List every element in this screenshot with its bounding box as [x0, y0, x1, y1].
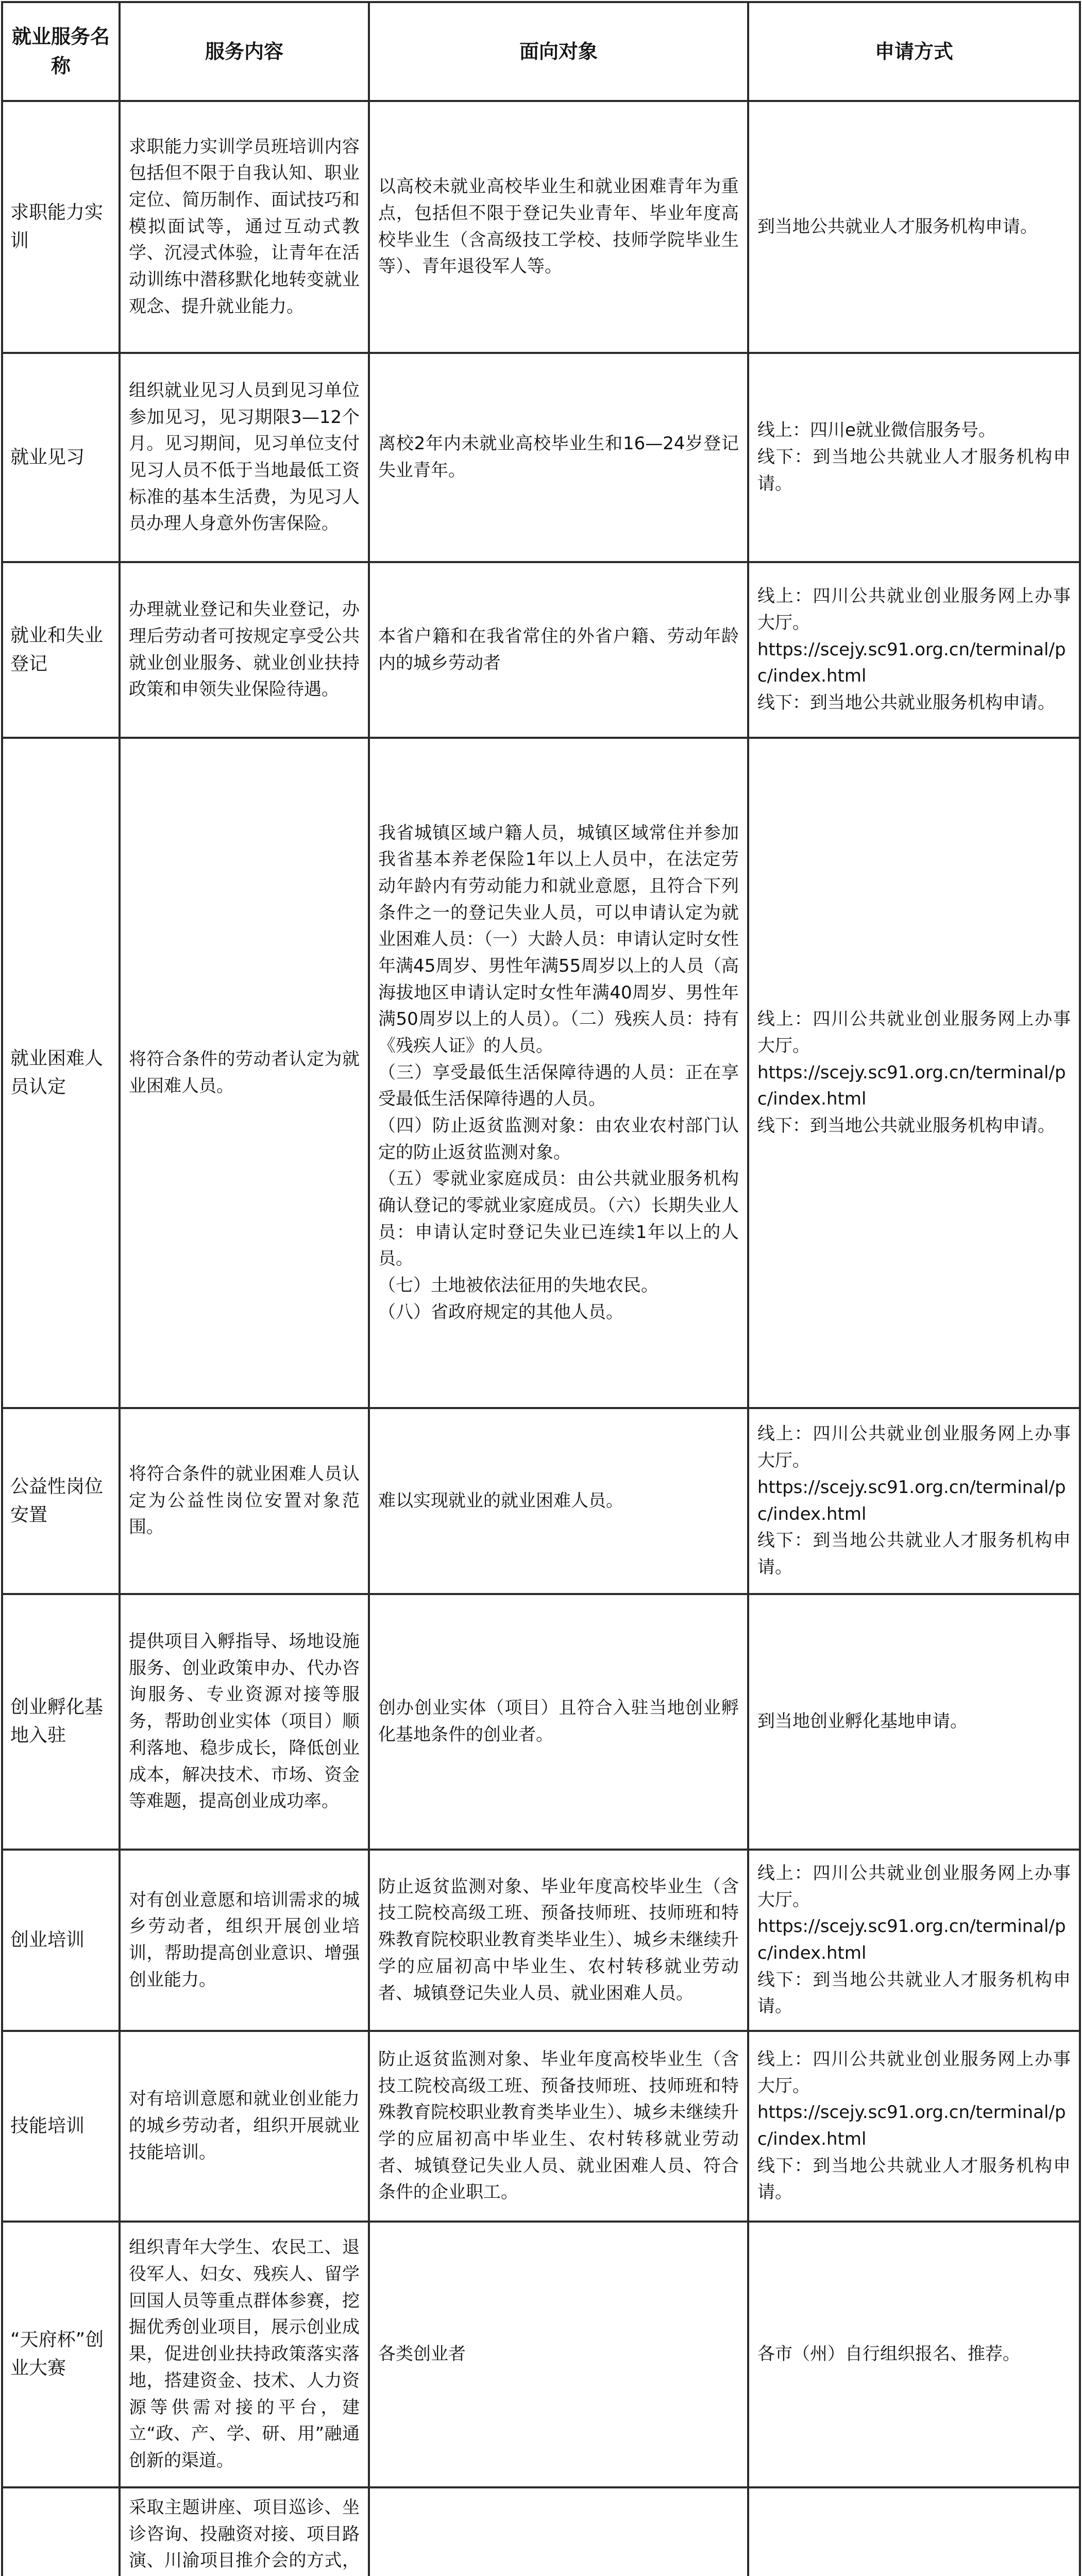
- service-content: 对有创业意愿和培训需求的城乡劳动者，组织开展创业培训，帮助提高创业意识、增强创业能力。: [120, 1850, 369, 2031]
- target-group: 各类创业者: [369, 2222, 748, 2487]
- service-name: 创业培训: [2, 1850, 120, 2031]
- service-content: 求职能力实训学员班培训内容包括但不限于自我认知、职业定位、简历制作、面试技巧和模拟面试等，通过互动式教学、沉浸式体验，让青年在活动训练中潜移默化地转变就业观念、提升就业能力。: [120, 101, 369, 353]
- service-content: 组织青年大学生、农民工、退役军人、妇女、残疾人、留学回国人员等重点群体参赛，挖掘优秀创业项目，展示创业成果，促进创业扶持政策落实落地，搭建资金、技术、人力资源等供需对接的平台，建立“政、产、学、研、用”融通创新的渠道。: [120, 2222, 369, 2487]
- table-row: [2, 353, 1080, 562]
- application-method: 到当地创业孵化基地申请。: [748, 1594, 1080, 1850]
- application-method: 线上：四川公共就业创业服务网上办事大厅。 https://scejy.sc91.org.cn/terminal/pc/index.html 线下：到当地公共就业人才服务机构申请。: [748, 2031, 1080, 2222]
- table-row: [2, 2487, 1080, 2576]
- application-method: 线上：四川公共就业创业服务网上办事大厅。 https://scejy.sc91.org.cn/terminal/pc/index.html 线下：到当地公共就业服务机构申请。: [748, 562, 1080, 738]
- header-service-content: 服务内容: [120, 2, 369, 101]
- service-content: 采取主题讲座、项目巡诊、坐诊咨询、投融资对接、项目路演、川渝项目推介会的方式，: [120, 2487, 369, 2576]
- table-row: [2, 2031, 1080, 2222]
- application-method: [748, 2487, 1080, 2576]
- service-name: 技能培训: [2, 2031, 120, 2222]
- table-row: [2, 1408, 1080, 1594]
- application-method: 线上：四川公共就业创业服务网上办事大厅。 https://scejy.sc91.org.cn/terminal/pc/index.html 线下：到当地公共就业人才服务机构申请。: [748, 1408, 1080, 1594]
- application-method: 到当地公共就业人才服务机构申请。: [748, 101, 1080, 353]
- service-name: [2, 2487, 120, 2576]
- service-name: 就业见习: [2, 353, 120, 562]
- service-name: 就业困难人员认定: [2, 738, 120, 1408]
- application-method: 线上：四川e就业微信服务号。 线下：到当地公共就业人才服务机构申请。: [748, 353, 1080, 562]
- service-name: 公益性岗位安置: [2, 1408, 120, 1594]
- table-row: [2, 1850, 1080, 2031]
- header-service-name: 就业服务名称: [2, 2, 120, 101]
- employment-services-table: [1, 1, 1081, 2576]
- service-content: 组织就业见习人员到见习单位参加见习，见习期限3—12个月。见习期间，见习单位支付见习人员不低于当地最低工资标准的基本生活费，为见习人员办理人身意外伤害保险。: [120, 353, 369, 562]
- service-content: 对有培训意愿和就业创业能力的城乡劳动者，组织开展就业技能培训。: [120, 2031, 369, 2222]
- table-row: [2, 101, 1080, 353]
- header-application-method: 申请方式: [748, 2, 1080, 101]
- target-group: 我省城镇区域户籍人员，城镇区域常住并参加我省基本养老保险1年以上人员中，在法定劳动年龄内有劳动能力和就业意愿，且符合下列条件之一的登记失业人员，可以申请认定为就业困难人员：（一）大龄人员：申请认定时女性年满45周岁、男性年满55周岁以上的人员（高海拔地区申请认定时女性年满40周岁、男性年满50周岁以上的人员）。（二）残疾人员：持有《残疾人证》的人员。 （三）享受最低生活保障待遇的人员：正在享受最低生活保障待遇的人员。 （四）防止返贫监测对象：由农业农村部门认定的防止返贫监测对象。 （五）零就业家庭成员：由公共就业服务机构确认登记的零就业家庭成员。（六）长期失业人员：申请认定时登记失业已连续1年以上的人员。 （七）土地被依法征用的失地农民。 （八）省政府规定的其他人员。: [369, 738, 748, 1408]
- table-row: [2, 738, 1080, 1408]
- table-row: [2, 562, 1080, 738]
- service-content: 提供项目入孵指导、场地设施服务、创业政策申办、代办咨询服务、专业资源对接等服务，帮助创业实体（项目）顺利落地、稳步成长，降低创业成本，解决技术、市场、资金等难题，提高创业成功率。: [120, 1594, 369, 1850]
- service-content: 将符合条件的就业困难人员认定为公益性岗位安置对象范围。: [120, 1408, 369, 1594]
- service-name: 就业和失业登记: [2, 562, 120, 738]
- service-name: 求职能力实训: [2, 101, 120, 353]
- service-content: 将符合条件的劳动者认定为就业困难人员。: [120, 738, 369, 1408]
- target-group: 难以实现就业的就业困难人员。: [369, 1408, 748, 1594]
- target-group: 以高校未就业高校毕业生和就业困难青年为重点，包括但不限于登记失业青年、毕业年度高校毕业生（含高级技工学校、技师学院毕业生等）、青年退役军人等。: [369, 101, 748, 353]
- header-target-group: 面向对象: [369, 2, 748, 101]
- table-row: [2, 1594, 1080, 1850]
- service-content: 办理就业登记和失业登记，办理后劳动者可按规定享受公共就业创业服务、就业创业扶持政策和申领失业保险待遇。: [120, 562, 369, 738]
- target-group: [369, 2487, 748, 2576]
- target-group: 离校2年内未就业高校毕业生和16—24岁登记失业青年。: [369, 353, 748, 562]
- service-name: 创业孵化基地入驻: [2, 1594, 120, 1850]
- application-method: 各市（州）自行组织报名、推荐。: [748, 2222, 1080, 2487]
- application-method: 线上：四川公共就业创业服务网上办事大厅。 https://scejy.sc91.org.cn/terminal/pc/index.html 线下：到当地公共就业人才服务机构申请。: [748, 1850, 1080, 2031]
- application-method: 线上：四川公共就业创业服务网上办事大厅。 https://scejy.sc91.org.cn/terminal/pc/index.html 线下：到当地公共就业服务机构申请。: [748, 738, 1080, 1408]
- service-name: “天府杯”创业大赛: [2, 2222, 120, 2487]
- target-group: 防止返贫监测对象、毕业年度高校毕业生（含技工院校高级工班、预备技师班、技师班和特殊教育院校职业教育类毕业生）、城乡未继续升学的应届初高中毕业生、农村转移就业劳动者、城镇登记失业人员、就业困难人员。: [369, 1850, 748, 2031]
- table-header-row: [2, 2, 1080, 101]
- target-group: 创办创业实体（项目）且符合入驻当地创业孵化基地条件的创业者。: [369, 1594, 748, 1850]
- target-group: 防止返贫监测对象、毕业年度高校毕业生（含技工院校高级工班、预备技师班、技师班和特殊教育院校职业教育类毕业生）、城乡未继续升学的应届初高中毕业生、农村转移就业劳动者、城镇登记失业人员、就业困难人员、符合条件的企业职工。: [369, 2031, 748, 2222]
- table-row: [2, 2222, 1080, 2487]
- target-group: 本省户籍和在我省常住的外省户籍、劳动年龄内的城乡劳动者: [369, 562, 748, 738]
